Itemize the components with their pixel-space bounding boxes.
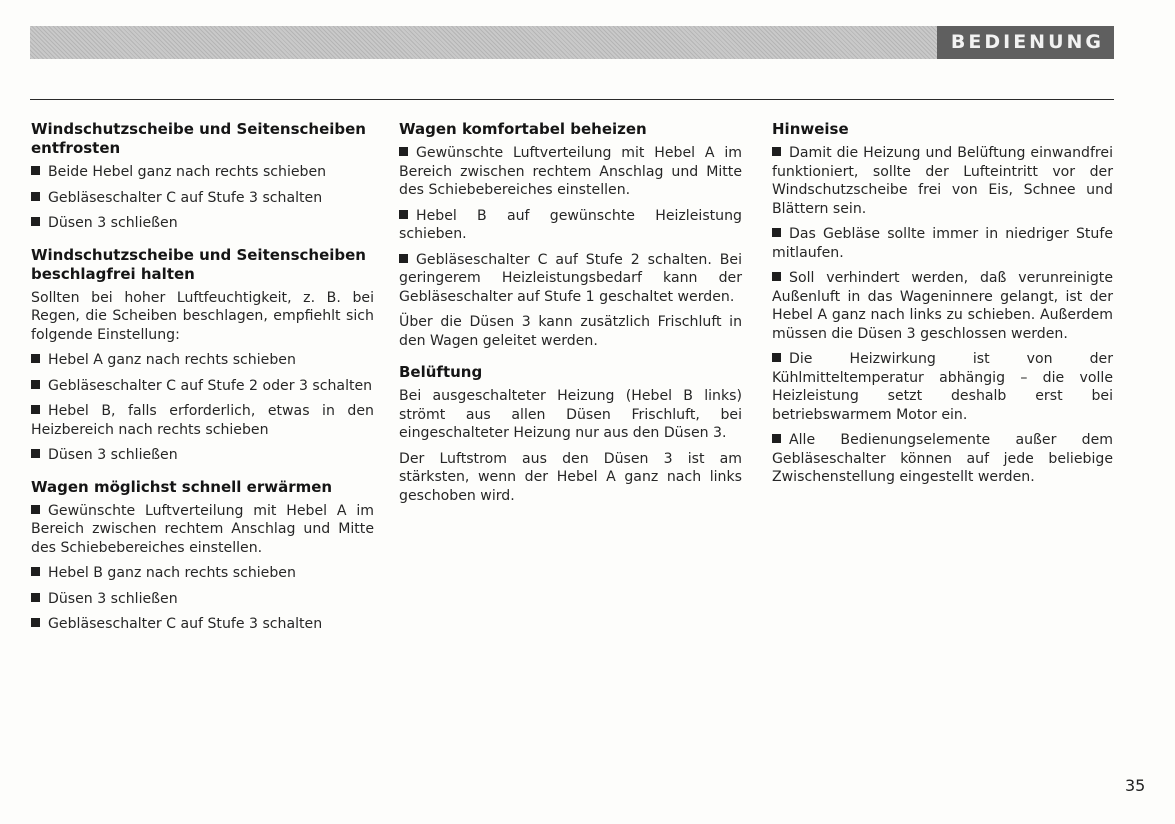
bullet-square-icon (31, 593, 40, 602)
heading-entfrosten: Windschutzscheibe und Seitenscheiben entfrosten (31, 120, 366, 157)
bullet-item (31, 377, 374, 396)
bullet-square-icon (31, 192, 40, 201)
bullet-item (31, 163, 374, 182)
bullet-square-icon (772, 147, 781, 156)
bullet-item (31, 615, 374, 634)
bullet-item (31, 590, 374, 609)
bullet-text: Hebel B auf gewünschte Heizleistung schieben. (399, 207, 742, 242)
bullet-item (399, 144, 742, 200)
bullet-text: Gewünschte Luftverteilung mit Hebel A im Bereich zwischen rechtem Anschlag und Mitte des Schiebebereiches einstellen. (31, 502, 374, 556)
column-middle (399, 120, 742, 512)
bullet-text: Hebel A ganz nach rechts schieben (48, 352, 296, 368)
column-left (31, 120, 374, 641)
bullet-square-icon (31, 449, 40, 458)
bullet-text: Soll verhindert werden, daß verunreinigte Außenluft in das Wageninnere gelangt, ist der Hebel A ganz nach links zu schieben. Außerdem müssen die Düsen 3 geschlossen werden. (772, 270, 1113, 342)
page-number: 35 (1125, 776, 1146, 795)
bullet-item (399, 251, 742, 307)
bullet-item (31, 214, 374, 233)
heading-komfortabel: Wagen komfortabel beheizen (399, 120, 647, 138)
bullet-square-icon (31, 405, 40, 414)
bullet-item (772, 431, 1113, 487)
bullet-text: Die Heizwirkung ist von der Kühlmitteltemperatur abhängig – die volle Heizleistung setzt deshalb erst bei betriebswarmem Motor ein. (772, 351, 1113, 423)
bullet-text: Düsen 3 schließen (48, 215, 178, 231)
bullet-square-icon (772, 228, 781, 237)
heading-hinweise: Hinweise (772, 120, 849, 138)
column-right (772, 120, 1113, 494)
bullet-item (31, 446, 374, 465)
bullet-square-icon (399, 210, 408, 219)
bullet-text: Gebläseschalter C auf Stufe 3 schalten (48, 616, 323, 632)
bullet-square-icon (772, 434, 781, 443)
bullet-text: Alle Bedienungselemente außer dem Gebläseschalter können auf jede beliebige Zwischenstellung eingestellt werden. (772, 432, 1113, 485)
bullet-text: Gebläseschalter C auf Stufe 2 oder 3 schalten (48, 377, 373, 394)
header-band (30, 26, 1114, 59)
bullet-square-icon (31, 166, 40, 175)
bullet-text: Hebel B, falls erforderlich, etwas in den Heizbereich nach rechts schieben (31, 403, 374, 438)
bullet-item (31, 402, 374, 439)
paragraph: Der Luftstrom aus den Düsen 3 ist am stärksten, wenn der Hebel A ganz nach links geschoben wird. (399, 450, 742, 504)
bullet-square-icon (31, 217, 40, 226)
bullet-text: Damit die Heizung und Belüftung einwandfrei funktioniert, sollte der Lufteintritt vor der Windschutzscheibe frei von Eis, Schnee und Blättern sein. (772, 145, 1113, 217)
bullet-item (31, 564, 374, 583)
bullet-item (31, 502, 374, 558)
bullet-text: Gebläseschalter C auf Stufe 3 schalten (48, 189, 323, 206)
bullet-square-icon (31, 567, 40, 576)
bullet-item (772, 225, 1113, 262)
heading-beschlagfrei: Windschutzscheibe und Seitenscheiben beschlagfrei halten (31, 245, 366, 283)
bullet-square-icon (399, 147, 408, 156)
bullet-square-icon (31, 618, 40, 627)
bullet-item (772, 269, 1113, 343)
bullet-text: Das Gebläse sollte immer in niedriger Stufe mitlaufen. (772, 226, 1113, 261)
bullet-item (31, 351, 374, 370)
bullet-square-icon (399, 254, 408, 263)
bullet-text: Beide Hebel ganz nach rechts schieben (48, 164, 327, 180)
bullet-item (772, 144, 1113, 218)
heading-erwaermen: Wagen möglichst schnell erwärmen (31, 477, 333, 496)
bullet-square-icon (31, 505, 40, 514)
heading-belueftung: Belüftung (399, 363, 483, 381)
paragraph: Sollten bei hoher Luftfeuchtigkeit, z. B. bei Regen, die Scheiben beschlagen, empfiehlt sich folgende Einstellung: (31, 289, 374, 343)
bullet-item (772, 350, 1113, 424)
bullet-square-icon (772, 353, 781, 362)
bullet-text: Düsen 3 schließen (48, 447, 178, 463)
bullet-text: Hebel B ganz nach rechts schieben (48, 565, 296, 581)
bullet-square-icon (772, 272, 781, 281)
paragraph: Über die Düsen 3 kann zusätzlich Frischluft in den Wagen geleitet werden. (399, 314, 742, 349)
bullet-square-icon (31, 354, 40, 363)
paragraph: Bei ausgeschalteter Heizung (Hebel B links) strömt aus allen Düsen Frischluft, bei eingeschalteter Heizung nur aus den Düsen 3. (399, 388, 742, 441)
bullet-item (399, 207, 742, 244)
bullet-text: Düsen 3 schließen (48, 590, 178, 607)
bullet-item (31, 189, 374, 208)
section-title: BEDIENUNG (937, 26, 1114, 59)
bullet-square-icon (31, 380, 40, 389)
bullet-text: Gewünschte Luftverteilung mit Hebel A im Bereich zwischen rechtem Anschlag und Mitte des Schiebebereiches einstellen. (399, 145, 742, 198)
header-rule (30, 99, 1114, 100)
bullet-text: Gebläseschalter C auf Stufe 2 schalten. Bei geringerem Heizleistungsbedarf kann der Gebläseschalter auf Stufe 1 geschaltet werden. (399, 251, 742, 305)
